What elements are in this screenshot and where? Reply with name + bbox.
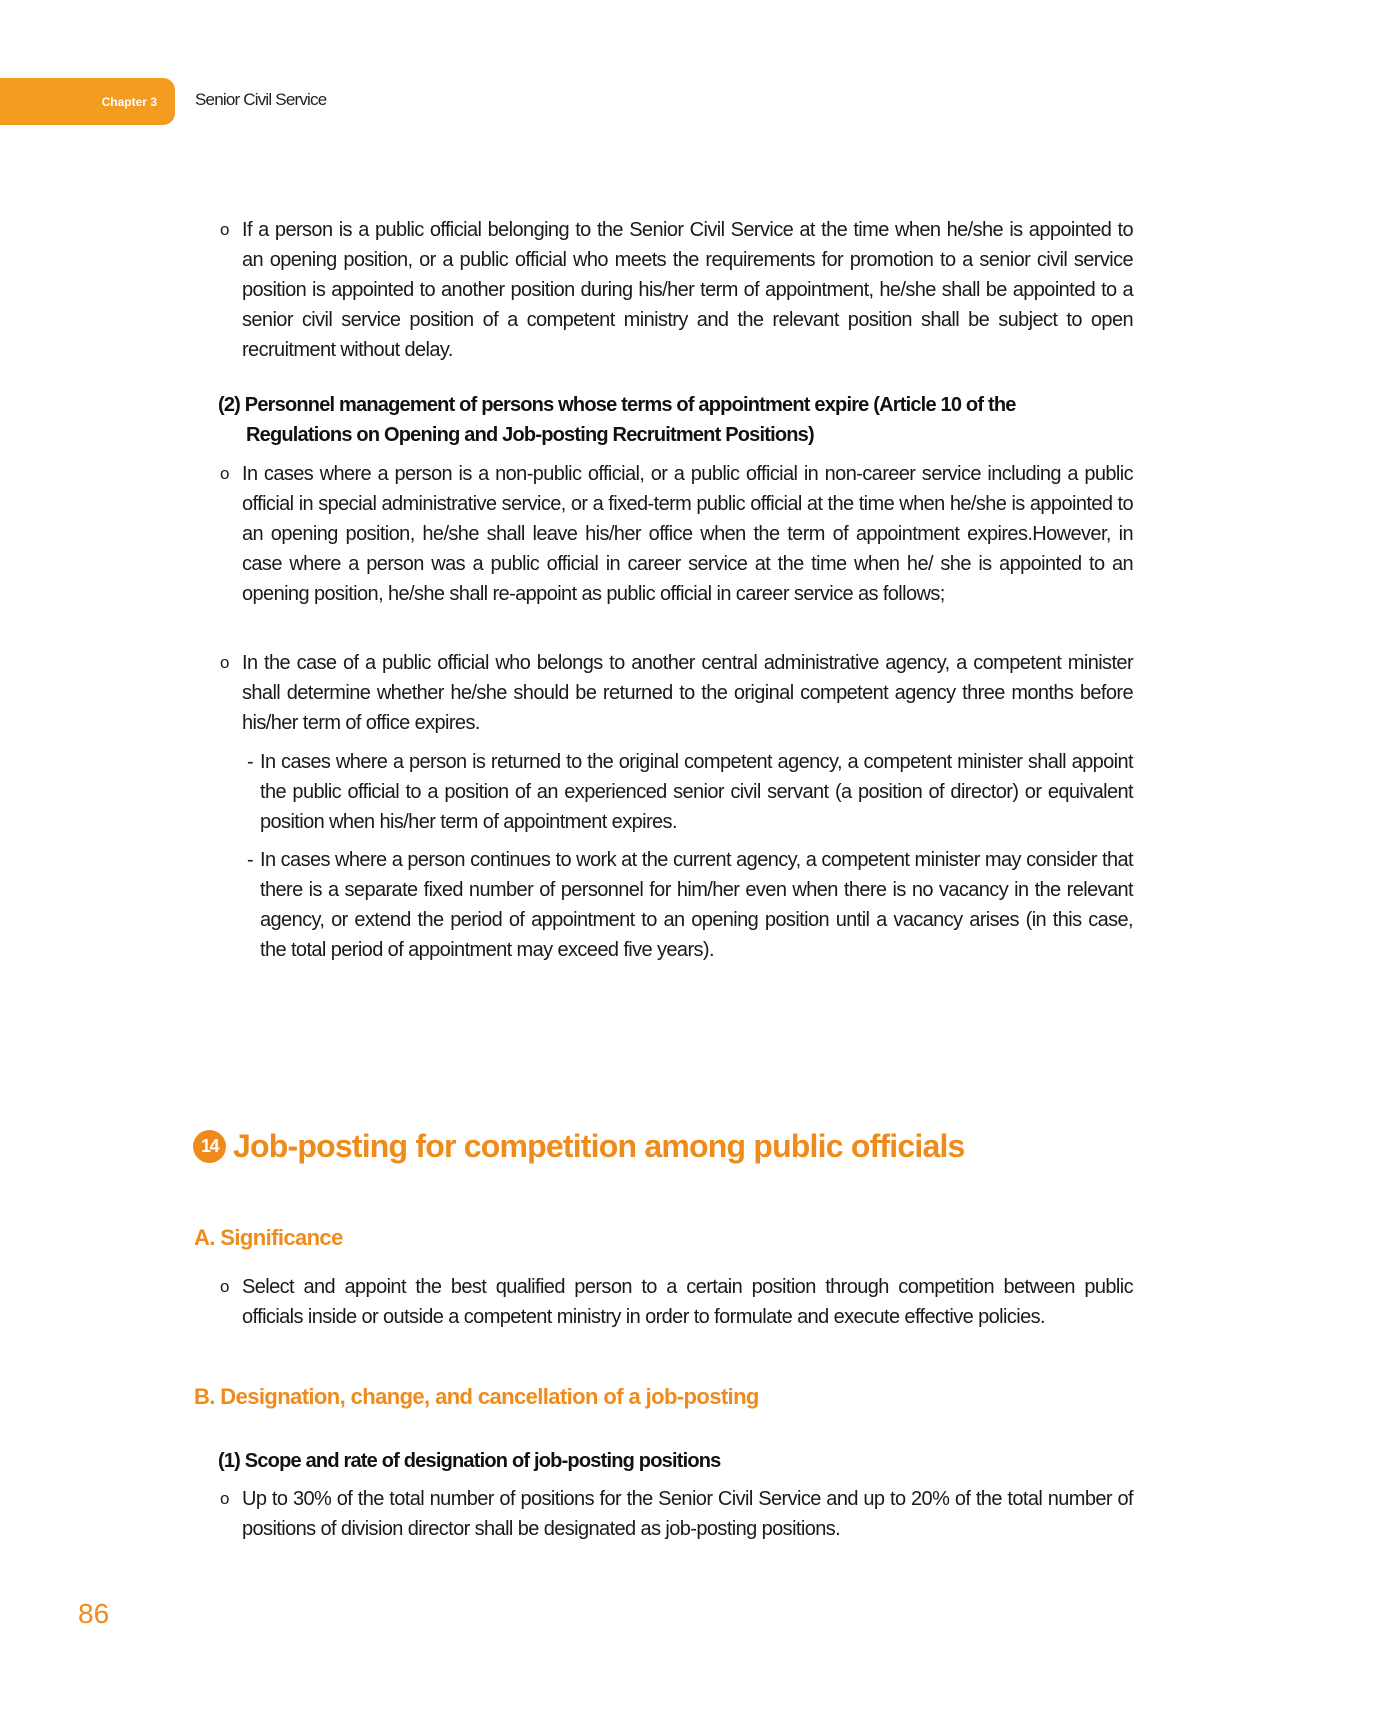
paragraph-non-public-official bbox=[220, 459, 1133, 609]
dash-marker: - bbox=[247, 849, 254, 871]
section-number-badge: 14 bbox=[193, 1130, 226, 1163]
running-header: Senior Civil Service bbox=[195, 90, 327, 109]
bullet-marker: o bbox=[220, 464, 229, 483]
bullet-marker: o bbox=[220, 1277, 229, 1296]
paragraph-text: In cases where a person is a non-public official, or a public official in non-career service including a public official in special administrative service, or a fixed-term public official at the time when he/she is appointed to an opening position, he/she shall leave his/her office when the term of appointment expires.However, in case where a person was a public official in career service at the time when he/ she is appointed to an opening position, he/she shall re-appoint as public official in career service as follows; bbox=[242, 463, 1133, 605]
bullet-marker: o bbox=[220, 220, 229, 239]
section-heading-14 bbox=[193, 1128, 965, 1165]
heading-significance: A. Significance bbox=[194, 1225, 343, 1250]
bullet-marker: o bbox=[220, 1489, 229, 1508]
dash-item-returned bbox=[247, 747, 1133, 837]
subheading-personnel-management bbox=[218, 390, 1016, 450]
paragraph-other-agency bbox=[220, 648, 1133, 738]
heading-designation: B. Designation, change, and cancellation of a job-posting bbox=[194, 1384, 759, 1409]
paragraph-scope-rate bbox=[220, 1484, 1133, 1544]
subheading-line-1: (2) Personnel management of persons whose terms of appointment expire (Article 10 of the bbox=[218, 394, 1016, 416]
dash-marker: - bbox=[247, 751, 254, 773]
dash-item-continues bbox=[247, 845, 1133, 965]
paragraph-text: Select and appoint the best qualified person to a certain position through competition between public officials inside or outside a competent ministry in order to formulate and execute effective policies. bbox=[242, 1276, 1133, 1328]
bullet-marker: o bbox=[220, 653, 229, 672]
chapter-label: Chapter 3 bbox=[101, 94, 157, 109]
subheading-line-2: Regulations on Opening and Job-posting Recruitment Positions) bbox=[246, 424, 814, 446]
chapter-tab bbox=[0, 78, 175, 125]
paragraph-text: In the case of a public official who belongs to another central administrative agency, a competent minister shall determine whether he/she should be returned to the original competent agency three months before his/her term of office expires. bbox=[242, 652, 1133, 734]
section-title: Job-posting for competition among public officials bbox=[233, 1128, 965, 1164]
paragraph-senior-appointment bbox=[220, 215, 1133, 365]
dash-text: In cases where a person is returned to the original competent agency, a competent minister shall appoint the public official to a position of an experienced senior civil servant (a position of director) or equivalent position when his/her term of appointment expires. bbox=[260, 751, 1133, 833]
paragraph-text: If a person is a public official belonging to the Senior Civil Service at the time when he/she is appointed to an opening position, or a public official who meets the requirements for promotion to a senior civil service position is appointed to another position during his/her term of appointment, he/she shall be appointed to a senior civil service position of a competent ministry and the relevant position shall be subject to open recruitment without delay. bbox=[242, 219, 1133, 361]
paragraph-significance bbox=[220, 1272, 1133, 1332]
dash-text: In cases where a person continues to work at the current agency, a competent minister may consider that there is a separate fixed number of personnel for him/her even when there is no vacancy in the relevant agency, or extend the period of appointment to an opening position until a vacancy arises (in this case, the total period of appointment may exceed five years). bbox=[260, 849, 1133, 961]
subheading-scope-rate: (1) Scope and rate of designation of job-posting positions bbox=[218, 1450, 721, 1472]
paragraph-text: Up to 30% of the total number of positions for the Senior Civil Service and up to 20% of the total number of positions of division director shall be designated as job-posting positions. bbox=[242, 1488, 1133, 1540]
page-number: 86 bbox=[78, 1598, 110, 1629]
